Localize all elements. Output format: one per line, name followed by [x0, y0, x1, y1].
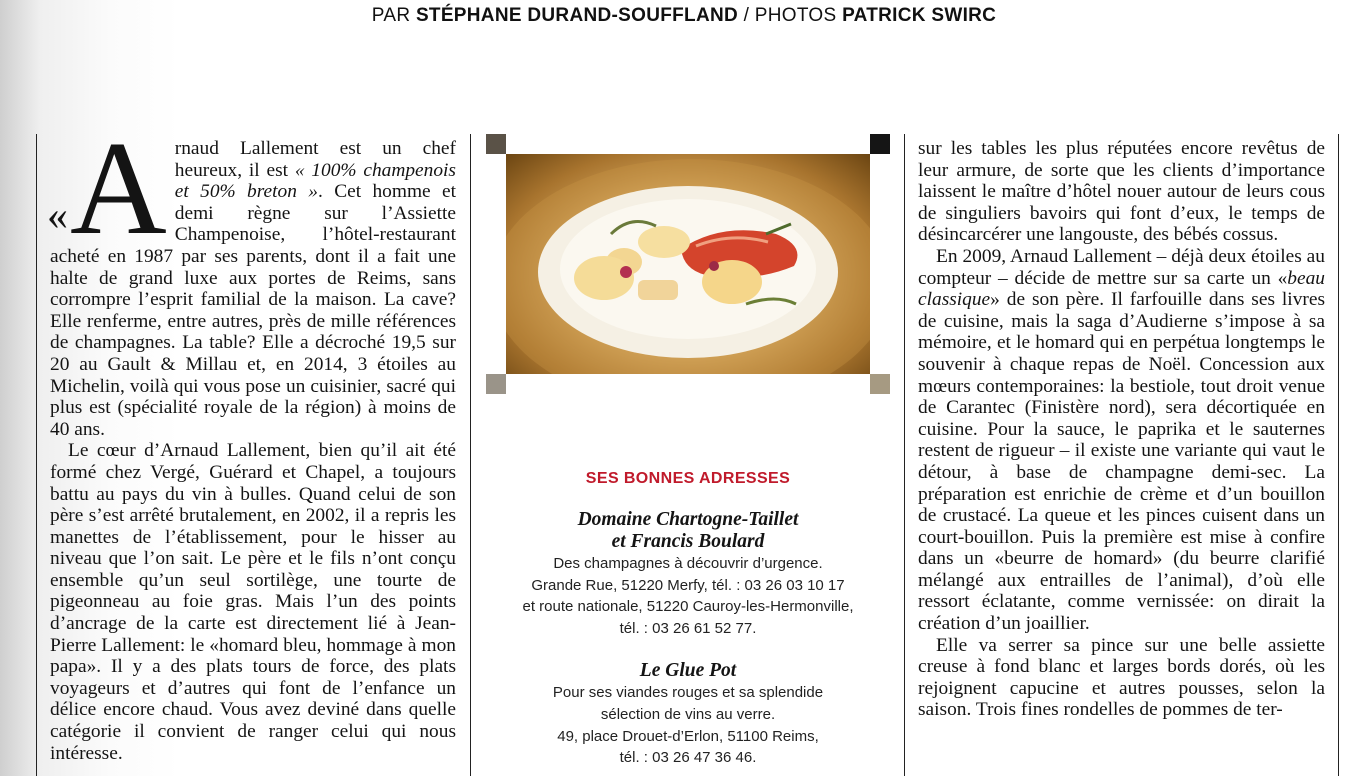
- paragraph: Le cœur d’Arnaud Lallement, bien qu’il ait été formé chez Vergé, Guérard et Chapel, a toujours battu au pays du vin à bulles. Quand celui de son père s’est arrêté brutalement, en 2002, il a repris les manettes de l’établissement, pour le hisser au niveau que l’on sait. Le père et le fils n’ont conçu ensemble qu’un seul sortilège, une tourte de pigeonneau au foie gras. Mais l’un des points d’ancrage de la carte est directement lié à Jean-Pierre Lallement: le «homard bleu, hommage à mon papa». Il y a des plats tours de force, des plats voyageurs et d’autres qui font de l’enfance un délice encore chaud. Vous avez deviné dans quelle catégorie il convient de ranger celui qui nous intéresse.: [50, 440, 456, 764]
- address-name: Domaine Chartogne-Taillet: [577, 509, 799, 530]
- address-name: et Francis Boulard: [611, 531, 765, 552]
- byline-photos: / PHOTOS: [743, 5, 837, 26]
- address-line: Pour ses viandes rouges et sa splendide: [552, 684, 824, 702]
- frame-corner: [870, 374, 890, 394]
- byline-photographer: PATRICK SWIRC: [842, 5, 997, 26]
- italic-quote: « 100% champenois et 50% breton »: [174, 159, 456, 203]
- paragraph: [918, 246, 1325, 635]
- article-column-3: [918, 138, 1325, 721]
- address-line: tél. : 03 26 47 36 46.: [619, 749, 757, 767]
- drop-cap-guillemet: «: [47, 193, 68, 239]
- sidebar-title: SES BONNES ADRESSES: [585, 470, 791, 487]
- column-rule-right: [1338, 134, 1339, 776]
- article-column-1: [47, 114, 456, 764]
- frame-corner: [486, 374, 506, 394]
- drop-cap: [47, 114, 167, 262]
- good-addresses-box: [490, 464, 886, 769]
- byline-par: PAR: [371, 5, 411, 26]
- address-name: Le Glue Pot: [639, 660, 737, 682]
- text-run: » de son père. Il farfouille dans ses livres de cuisine, mais la saga d’Audierne s’impose à sa mémoire, et le homard qui en perpétua longtemps le souvenir à chaque repas de Noël. Concession aux mœurs contemporaines: la bestiole, tout droit venue de Carantec (Finistère nord), sera décortiquée en cuisine. Pour la sauce, le paprika et le sauternes restent de rigueur – il existe une variante qui vaut le détour, à base de champagne demi-sec. La préparation est enrichie de crème et d’un bouillon de crustacé. La queue et les pinces cuisent dans un court-bouillon. Puis la première est mise à confire dans un «beurre de homard» (du beurre clarifié mélangé aux entrailles de l’animal), d’où elle ressort éclatante, comme vernissée: on dirait la création d’un joaillier.: [918, 289, 1325, 635]
- italic-text: beau classique: [918, 267, 1325, 311]
- text-run: . Cet homme et demi règne sur l’Assiette Champenoise, l’hôtel-restaurant acheté en 1987 par ses parents, dont il a fait une halte de grand luxe aux portes de Reims, sans corrompre l’esprit familial de la maison. La cave? Elle renferme, entre autres, près de mille références de champagnes. La table? Elle a décroché 19,5 sur 20 au Gault & Millau et, en 2014, 3 étoiles au Michelin, voilà qui vous pose un cuisinier, sacré qui plus est (spécialité royale de la région) à moins de 40 ans.: [50, 181, 456, 440]
- text-run: rnaud Lallement est un chef heureux, il est: [174, 138, 456, 181]
- column-rule-left: [36, 134, 37, 776]
- address-line: Grande Rue, 51220 Merfy, tél. : 03 26 03 10 17: [531, 576, 845, 594]
- paragraph: Elle va serrer sa pince sur une belle assiette creuse à fond blanc et larges bords dorés, où les rejoignent capucine et autres pousses, selon la saison. Trois fines rondelles de pommes de ter-: [918, 634, 1325, 721]
- address-entry: [490, 660, 886, 768]
- byline: [0, 5, 1368, 27]
- address-line: sélection de vins au verre.: [600, 705, 776, 723]
- paragraph: sur les tables les plus réputées encore revêtus de leur armure, de sorte que les clients d’importance laissent le maître d’hôtel nouer autour de leurs cous de singuliers bavoirs qui font d’eux, le temps de désincarcérer une langouste, des bébés cossus.: [918, 138, 1325, 246]
- lobster-dish-photo: [506, 154, 870, 374]
- byline-author: STÉPHANE DURAND-SOUFFLAND: [415, 5, 739, 26]
- column-rule-mid-left: [470, 134, 471, 776]
- lobster-dish-illustration: [506, 154, 870, 374]
- address-entry: [490, 509, 886, 639]
- dish-photo-frame: [486, 134, 890, 394]
- spacer: [490, 639, 886, 660]
- address-line: tél. : 03 26 61 52 77.: [619, 619, 757, 637]
- paragraph: [47, 114, 456, 440]
- address-line: et route nationale, 51220 Cauroy-les-Hermonville,: [522, 598, 854, 616]
- text-run: En 2009, Arnaud Lallement – déjà deux étoiles au compteur – décide de mettre sur sa carte un «: [918, 245, 1325, 289]
- address-line: Des champagnes à découvrir d’urgence.: [553, 555, 823, 572]
- frame-corner: [870, 134, 890, 154]
- address-line: 49, place Drouet-d’Erlon, 51100 Reims,: [557, 727, 819, 745]
- frame-corner: [486, 134, 506, 154]
- drop-cap-letter: A: [70, 114, 167, 262]
- column-rule-mid-right: [904, 134, 905, 776]
